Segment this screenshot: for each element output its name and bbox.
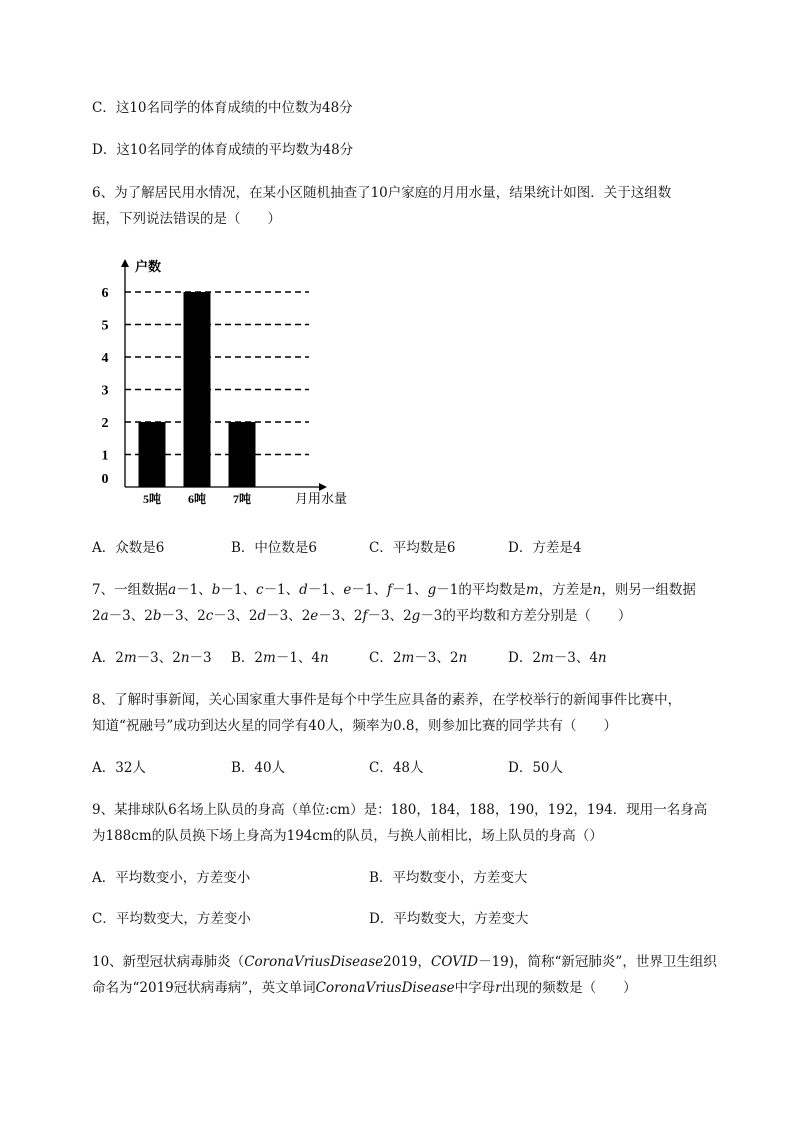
q7-option-a-p0: 2 — [115, 650, 124, 666]
q7-tail: 的平均数和方差分别是（ ） — [442, 608, 632, 624]
q7-option-c-letter: C． — [369, 650, 393, 666]
q7-option-b — [231, 648, 329, 668]
q7-option-a-p3: n — [180, 650, 190, 666]
q7-data1-var: e — [343, 582, 352, 598]
q7-data2-op: －3、 — [318, 608, 354, 624]
q7-stem-line1 — [92, 580, 696, 600]
q10-l2-a: 命名为“2019冠状病毒病”，英文单词 — [92, 980, 316, 996]
q10-l1-d: COVID — [431, 954, 479, 970]
q7-option-b-letter: B． — [231, 650, 255, 666]
q7-option-d-p3: n — [597, 650, 607, 666]
q10-stem-line2 — [92, 978, 637, 998]
y-tick-label: 3 — [101, 383, 109, 399]
q9-option-b: B．平均数变小，方差变大 — [369, 870, 528, 886]
q9-option-c: C．平均数变大，方差变小 — [92, 911, 251, 927]
q7-option-d-p2: －3、4 — [553, 650, 598, 666]
q7-var-var: n — [592, 582, 602, 598]
q7-data2-op: －3、 — [367, 608, 404, 624]
q7-mid2: ，方差是 — [538, 582, 593, 598]
y-tick-label: 2 — [101, 416, 109, 431]
y-tick-label: 0 — [101, 472, 109, 487]
q7-data1-var: d — [299, 582, 308, 598]
q6-stem-line2: 据，下列说法错误的是（ ） — [92, 211, 281, 227]
q7-option-a-p2: －3、2 — [136, 650, 181, 666]
q6-option-a: A．众数是6 — [92, 540, 165, 556]
q10-l1-e: －19)，简称“新冠肺炎”，世界卫生组织 — [478, 954, 717, 970]
q7-data1-op: －1、 — [307, 582, 344, 598]
q7-mid3: ，则另一组数据 — [601, 582, 696, 598]
q7-data2-coef: 2 — [92, 608, 101, 624]
q7-stem-line2 — [92, 606, 631, 626]
q7-data1-op: －1、 — [392, 582, 428, 598]
y-tick-label: 5 — [101, 318, 109, 334]
q7-option-d-p1: m — [540, 650, 554, 666]
bar — [229, 422, 256, 487]
q5-option-c: C．这10名同学的体育成绩的中位数为48分 — [92, 100, 353, 116]
q7-option-b-p1: m — [263, 650, 276, 666]
q7-option-c — [369, 648, 467, 668]
q7-data1-op: －1、 — [176, 582, 212, 598]
q7-data1-var: c — [256, 582, 264, 598]
q7-option-b-p3: n — [320, 650, 329, 666]
q7-data1-var: a — [168, 582, 177, 598]
y-tick-label: 4 — [101, 351, 109, 366]
y-tick-label: 1 — [101, 448, 109, 464]
bar — [139, 422, 166, 487]
y-axis-arrow — [121, 259, 129, 267]
q7-data1-var: g — [427, 582, 437, 598]
q9-stem-line2: 为188cm的队员换下场上身高为194cm的队员，与换人前相比，场上队员的身高（） — [92, 828, 603, 844]
water-usage-bar-chart — [95, 253, 355, 513]
q7-option-a-p1: m — [123, 650, 137, 666]
q10-l2-b: CoronaVriusDisease — [315, 980, 455, 996]
q10-l2-d: r — [495, 980, 502, 996]
q7-data2-var: b — [152, 608, 162, 624]
q6-stem-line1: 6、为了解居民用水情况，在某小区随机抽查了10户家庭的月用水量，结果统计如图．关于这组数 — [92, 185, 672, 201]
q7-data2-var: f — [362, 608, 368, 624]
q7-data1-op: －1 — [436, 582, 459, 598]
q7-option-d-letter: D． — [508, 650, 533, 666]
q8-option-a: A．32人 — [92, 760, 146, 776]
x-axis-arrow — [319, 483, 327, 491]
q7-option-a-p4: －3 — [189, 650, 212, 666]
q9-option-d: D．平均数变大，方差变大 — [369, 911, 529, 927]
q7-data2-coef: 2 — [144, 608, 153, 624]
q7-data2-var: a — [100, 608, 109, 624]
x-tick-label: 7吨 — [232, 492, 252, 506]
q7-data1-var: b — [211, 582, 221, 598]
q10-l2-e: 出现的频数是（ ） — [501, 980, 637, 996]
q7-option-a-letter: A． — [92, 650, 116, 666]
q9-option-a: A．平均数变小，方差变小 — [92, 870, 251, 886]
q10-stem-line1 — [92, 952, 717, 972]
q7-data2-coef: 2 — [197, 608, 206, 624]
bar — [184, 292, 211, 487]
q7-option-a — [92, 648, 212, 668]
q7-option-b-p0: 2 — [254, 650, 264, 666]
q8-stem-line2: 知道“祝融号”成功到达火星的同学有40人，频率为0.8，则参加比赛的同学共有（ ） — [92, 718, 617, 734]
q7-option-c-p3: n — [458, 650, 468, 666]
q7-data2-op: －3、 — [266, 608, 302, 624]
q10-l2-c: 中字母 — [454, 980, 496, 996]
q7-data1-op: －1、 — [351, 582, 387, 598]
q7-option-c-p0: 2 — [392, 650, 402, 666]
q8-option-d: D．50人 — [508, 760, 564, 776]
q7-data2-var: d — [257, 608, 267, 624]
q9-stem-line1: 9、某排球队6名场上队员的身高（单位:cm）是：180，184，188，190，192，194．现用一名身高 — [92, 802, 708, 818]
q10-l1-b: CoronaVriusDisease — [244, 954, 384, 970]
q7-prefix: 7、一组数据 — [92, 582, 169, 598]
q7-data2 — [92, 608, 442, 624]
y-tick-label: 6 — [101, 286, 109, 301]
q6-option-d: D．方差是4 — [508, 540, 582, 556]
q7-data1-op: －1、 — [220, 582, 256, 598]
q10-l1-c: 2019， — [383, 954, 431, 970]
q7-mean-var: m — [525, 582, 539, 598]
x-tick-label: 6吨 — [187, 492, 207, 506]
q7-data2-coef: 2 — [248, 608, 258, 624]
q7-data2-var: g — [411, 608, 421, 624]
q5-option-d: D．这10名同学的体育成绩的平均数为48分 — [92, 142, 354, 158]
q7-data2-var: e — [310, 608, 319, 624]
q7-data2-op: －3 — [420, 608, 443, 624]
q7-option-d-p0: 2 — [532, 650, 541, 666]
q7-option-d — [508, 648, 607, 668]
x-tick-label: 5吨 — [142, 492, 162, 506]
q7-data2-op: －3、 — [161, 608, 198, 624]
q7-mid1: 的平均数是 — [458, 582, 526, 598]
q10-l1-a: 10、新型冠状病毒肺炎（ — [92, 954, 245, 970]
q7-data1 — [168, 582, 458, 598]
q7-data1-var: f — [387, 582, 392, 598]
q8-option-b: B．40人 — [231, 760, 286, 776]
y-axis-label: 户数 — [135, 259, 162, 274]
q7-option-b-p2: －1、4 — [275, 650, 321, 666]
q7-data2-op: －3、 — [213, 608, 249, 624]
q7-data2-var: c — [205, 608, 214, 624]
x-axis-label: 月用水量 — [294, 491, 348, 506]
q7-option-c-p1: m — [401, 650, 415, 666]
q8-option-c: C．48人 — [369, 760, 424, 776]
q7-option-c-p2: －3、2 — [414, 650, 459, 666]
q7-data2-coef: 2 — [403, 608, 412, 624]
q7-data1-op: －1、 — [263, 582, 300, 598]
q8-stem-line1: 8、了解时事新闻，关心国家重大事件是每个中学生应具备的素养，在学校举行的新闻事件比赛中， — [92, 692, 682, 708]
q7-data2-op: －3、 — [108, 608, 145, 624]
q6-option-c: C．平均数是6 — [369, 540, 456, 556]
q6-option-b: B．中位数是6 — [231, 540, 318, 556]
q7-data2-coef: 2 — [301, 608, 311, 624]
q7-data2-coef: 2 — [353, 608, 363, 624]
